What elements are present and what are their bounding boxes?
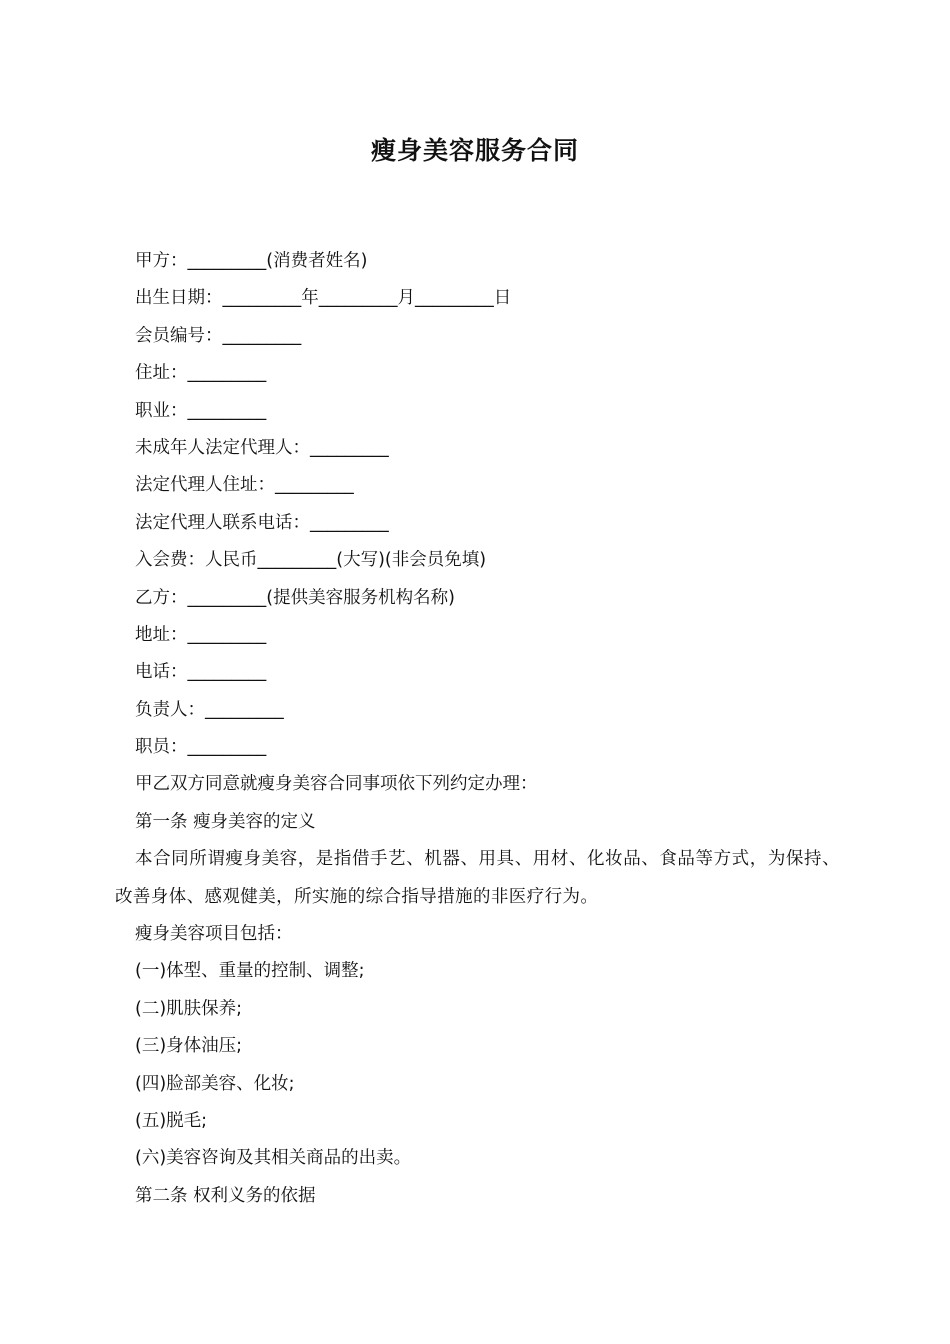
item-3: (三)身体油压; bbox=[135, 1036, 243, 1057]
party-b-phone-line: 电话：_________ bbox=[135, 662, 267, 683]
article-2-heading: 第二条 权利义务的依据 bbox=[135, 1185, 316, 1206]
agreement-intro-line: 甲乙双方同意就瘦身美容合同事项依下列约定办理： bbox=[135, 774, 538, 795]
member-number-line: 会员编号：_________ bbox=[135, 325, 302, 346]
item-1: (一)体型、重量的控制、调整; bbox=[135, 961, 365, 982]
address-line: 住址：_________ bbox=[135, 363, 267, 384]
occupation-line: 职业：_________ bbox=[135, 400, 267, 421]
contract-body bbox=[115, 243, 840, 1215]
item-2: (二)肌肤保养; bbox=[135, 998, 243, 1019]
guardian-address-line: 法定代理人住址：_________ bbox=[135, 475, 354, 496]
item-5: (五)脱毛; bbox=[135, 1111, 208, 1132]
items-intro-line: 瘦身美容项目包括： bbox=[135, 924, 293, 945]
party-a-line: 甲方：_________(消费者姓名) bbox=[135, 251, 368, 271]
birth-date-line: 出生日期：_________年_________月_________日 bbox=[135, 288, 512, 309]
guardian-phone-line: 法定代理人联系电话：_________ bbox=[135, 512, 389, 533]
item-6: (六)美容咨询及其相关商品的出卖。 bbox=[135, 1148, 412, 1169]
entry-fee-line: 入会费：人民币_________(大写)(非会员免填) bbox=[135, 550, 487, 571]
item-4: (四)脸部美容、化妆; bbox=[135, 1073, 295, 1094]
definition-paragraph: 本合同所谓瘦身美容，是指借手艺、机器、用具、用材、化妆品、食品等方式，为保持、改善身体、感观健美，所实施的综合指导措施的非医疗行为。 bbox=[115, 849, 840, 907]
responsible-person-line: 负责人：_________ bbox=[135, 699, 284, 720]
party-b-line: 乙方：_________(提供美容服务机构名称) bbox=[135, 587, 455, 608]
document-title: 瘦身美容服务合同 bbox=[370, 136, 579, 165]
party-b-address-line: 地址：_________ bbox=[135, 624, 267, 645]
guardian-line: 未成年人法定代理人：_________ bbox=[135, 437, 389, 458]
staff-line: 职员：_________ bbox=[135, 737, 267, 758]
article-1-heading: 第一条 瘦身美容的定义 bbox=[135, 811, 316, 832]
